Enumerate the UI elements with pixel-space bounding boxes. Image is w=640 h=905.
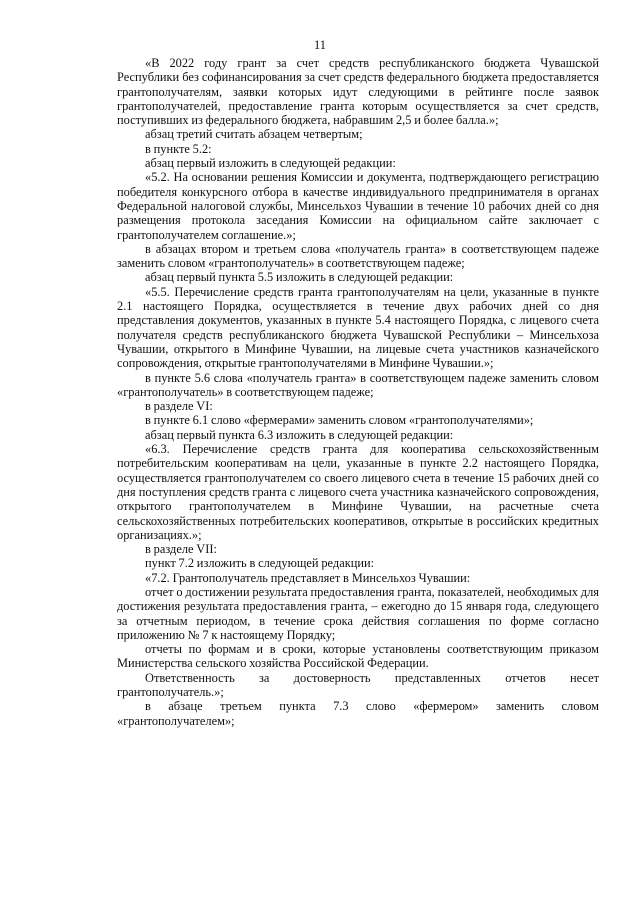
paragraph: «5.2. На основании решения Комиссии и документа, подтверждающего регистрацию победителя конкурсного отбора в качестве индивидуального предпринимателя в органах Федеральной налоговой службы, Минсельхоз Чувашии в течение 10 рабочих дней со дня размещения протокола заседания Комиссии на официальном сайте заключает с грантополучателем соглашение.»; bbox=[117, 170, 599, 242]
paragraph: «5.5. Перечисление средств гранта грантополучателям на цели, указанные в пункте 2.1 настоящего Порядка, осуществляется в течение двух рабочих дней со дня представления документов, указанных в пункте 5.4 настоящего Порядка, с лицевого счета получателя средств республиканского бюджета Чувашской Республики – Минсельхоза Чувашии, открытого в Минфине Чувашии, на лицевые счета участников казначейского сопровождения, открытые грантополучателями в Минфине Чувашии.»; bbox=[117, 284, 599, 371]
paragraph: абзац первый пункта 6.3 изложить в следующей редакции: bbox=[145, 427, 454, 442]
paragraph: в разделе VI: bbox=[145, 399, 213, 414]
paragraph: в пункте 5.6 слова «получатель гранта» в соответствующем падеже заменить словом «грантополучатель» в соответствующем падеже; bbox=[117, 370, 599, 399]
paragraph: абзац первый изложить в следующей редакции: bbox=[145, 156, 396, 171]
paragraph: отчет о достижении результата предоставления гранта, показателей, необходимых для достижения результата предоставления гранта, – ежегодно до 15 января года, следующего за отчетным периодом, в течение срока действия соглашения по форме согласно приложению № 7 к настоящему Порядку; bbox=[117, 584, 599, 642]
paragraph: отчеты по формам и в сроки, которые установлены соответствующим приказом Министерства сельского хозяйства Российской Федерации. bbox=[117, 642, 599, 671]
paragraph: в абзацах втором и третьем слова «получатель гранта» в соответствующем падеже заменить словом «грантополучатель» в соответствующем падеже; bbox=[117, 241, 599, 271]
paragraph: в пункте 5.2: bbox=[145, 141, 212, 156]
paragraph: «В 2022 году грант за счет средств республиканского бюджета Чувашской Республики без софинансирования за счет средств федерального бюджета предоставляется грантополучателям, заявки которых идут следующими в рейтинге после заявок грантополучателей, предоставление гранта которым осуществляется за счет средств, поступивших из федерального бюджета, набравшим 2,5 и более балла.»; bbox=[117, 56, 599, 128]
paragraph: в разделе VII: bbox=[145, 542, 217, 557]
paragraph: Ответственность за достоверность представленных отчетов несет грантополучатель.»; bbox=[117, 670, 599, 700]
paragraph: в абзаце третьем пункта 7.3 слово «фермером» заменить словом «грантополучателем»; bbox=[117, 699, 599, 728]
paragraph: «7.2. Грантополучатель представляет в Минсельхоз Чувашии: bbox=[145, 570, 471, 585]
paragraph: абзац третий считать абзацем четвертым; bbox=[145, 127, 363, 142]
paragraph: в пункте 6.1 слово «фермерами» заменить словом «грантополучателями»; bbox=[145, 413, 534, 428]
paragraph: «6.3. Перечисление средств гранта для кооператива сельскохозяйственным потребительским кооперативам на цели, указанные в пункте 2.2 настоящего Порядка, осуществляется грантополучателем со своего лицевого счета в течение 15 рабочих дней со дня поступления средств гранта с лицевого счета участника казначейского сопровождения, открытого грантополучателем в Минфине Чувашии, на расчетные счета сельскохозяйственных потребительских кооперативов, открытые в российских кредитных организациях.»; bbox=[117, 442, 599, 542]
page-number: 11 bbox=[313, 38, 327, 52]
paragraph: пункт 7.2 изложить в следующей редакции: bbox=[145, 556, 375, 571]
document-body bbox=[117, 56, 599, 728]
paragraph: абзац первый пункта 5.5 изложить в следующей редакции: bbox=[145, 270, 454, 285]
